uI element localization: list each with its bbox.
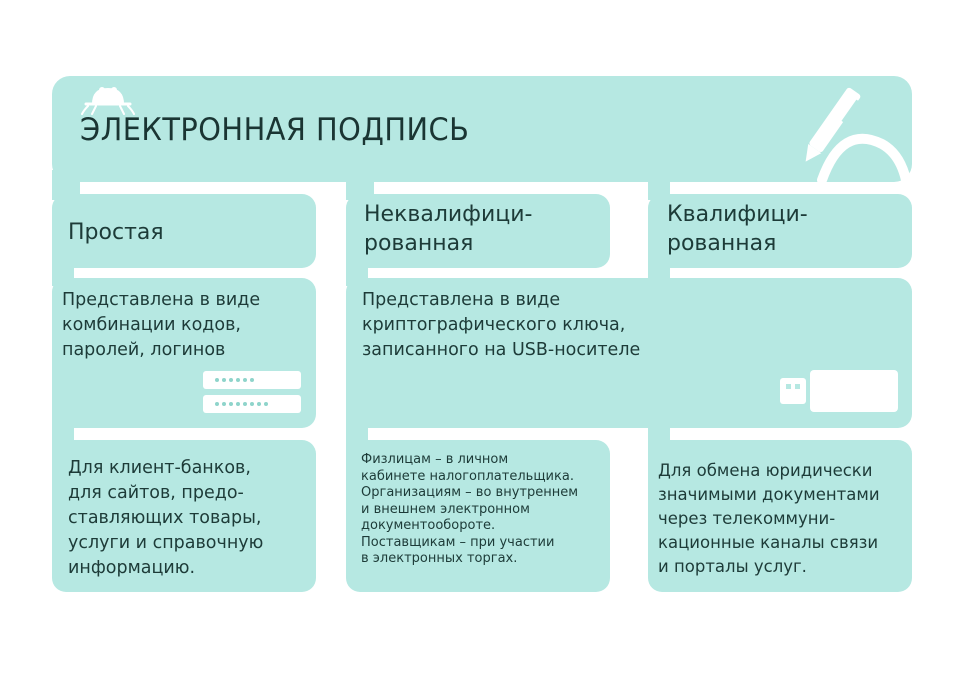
column-heading-simple: Простая: [68, 220, 164, 245]
password-fields-icon: [203, 371, 303, 415]
column-heading-nonqualified: Неквалифици- рованная: [364, 202, 533, 256]
form-simple-text: Представлена в виде комбинации кодов, паролей, логинов: [62, 290, 261, 360]
pen-icon: [782, 84, 912, 184]
use-qualified-text: Для обмена юридически значимыми документами через телекоммуни- кационные каналы связи и порталы услуг.: [658, 461, 880, 576]
page-title: ЭЛЕКТРОННАЯ ПОДПИСЬ: [80, 112, 470, 148]
form-crypto-text: Представлена в виде криптографического ключа, записанного на USB-носителе: [362, 290, 641, 360]
usb-drive-icon: [780, 370, 900, 412]
column-heading-qualified: Квалифици- рованная: [667, 202, 808, 256]
crab-icon: [78, 80, 138, 116]
use-nonqualified-text: Физлицам – в личном кабинете налогоплательщика. Организациям – во внутреннем и внешнем электронном документообороте. Поставщикам – при участии в электронных торгах.: [361, 452, 579, 566]
use-simple-text: Для клиент-банков, для сайтов, предо- ставляющих товары, услуги и справочную информацию.: [68, 458, 264, 578]
